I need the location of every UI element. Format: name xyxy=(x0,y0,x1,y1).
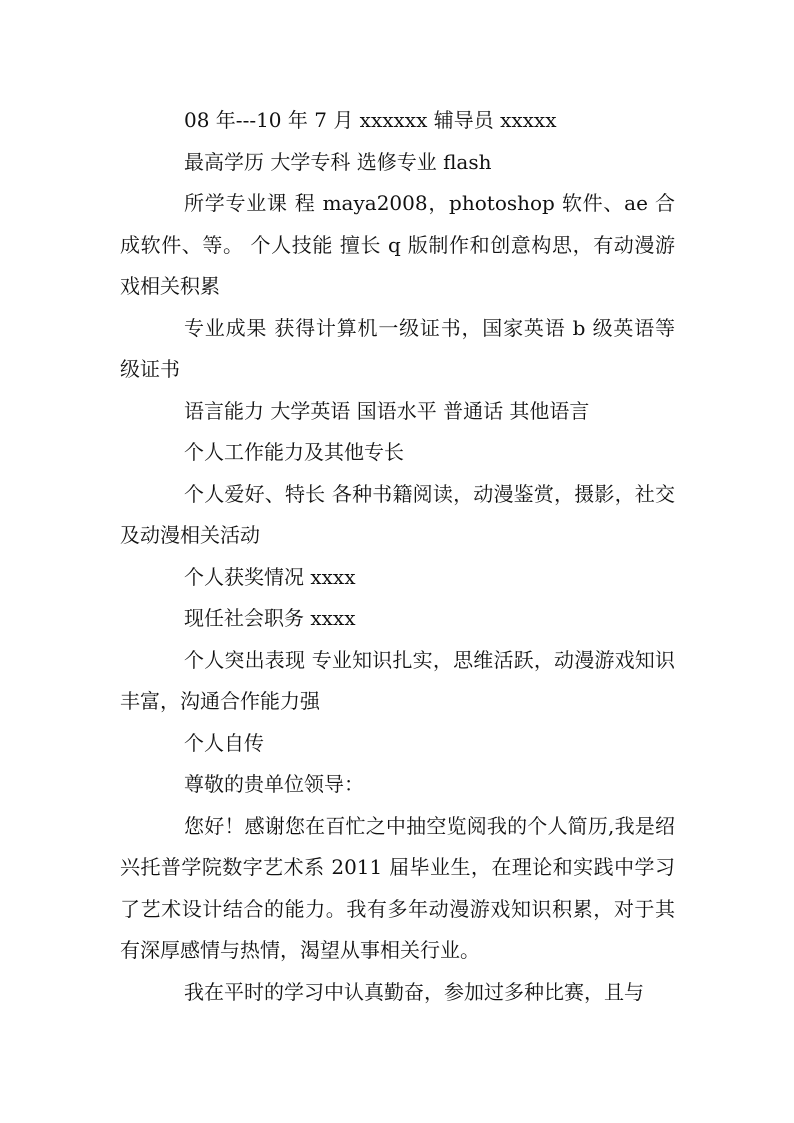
study-paragraph: 我在平时的学习中认真勤奋，参加过多种比赛，且与 xyxy=(184,979,644,1004)
courses-and-skills-paragraph: 所学专业课 程 maya2008，photoshop 软件、ae 合成软件、等。 个人技能 擅长 q 版制作和创意构思，有动漫游戏相关积累 xyxy=(120,191,675,298)
work-ability-heading: 个人工作能力及其他专长 xyxy=(184,440,404,464)
salutation-line: 尊敬的贵单位领导： xyxy=(184,772,364,796)
education-line: 最高学历 大学专科 选修专业 flash xyxy=(184,149,492,174)
document-body xyxy=(120,100,675,1013)
awards-line: 个人获奖情况 xxxx xyxy=(184,564,356,589)
cover-letter-paragraph: 您好！感谢您在百忙之中抽空览阅我的个人简历,我是绍兴托普学院数字艺术系 2011 届毕业生，在理论和实践中学习了艺术设计结合的能力。我有多年动漫游戏知识积累，对于其有深厚感情与热情，渴望从事相关行业。 xyxy=(120,813,675,962)
social-position-line: 现任社会职务 xxxx xyxy=(184,606,356,630)
work-experience-line: 08 年---10 年 7 月 xxxxxx 辅导员 xxxxx xyxy=(184,108,557,132)
achievements-paragraph: 专业成果 获得计算机一级证书，国家英语 b 级英语等级证书 xyxy=(120,315,675,381)
outstanding-performance-paragraph: 个人突出表现 专业知识扎实，思维活跃，动漫游戏知识丰富，沟通合作能力强 xyxy=(120,647,675,713)
language-ability-line: 语言能力 大学英语 国语水平 普通话 其他语言 xyxy=(184,398,590,423)
hobbies-paragraph: 个人爱好、特长 各种书籍阅读，动漫鉴赏，摄影，社交及动漫相关活动 xyxy=(120,481,675,547)
autobiography-heading: 个人自传 xyxy=(184,730,264,755)
